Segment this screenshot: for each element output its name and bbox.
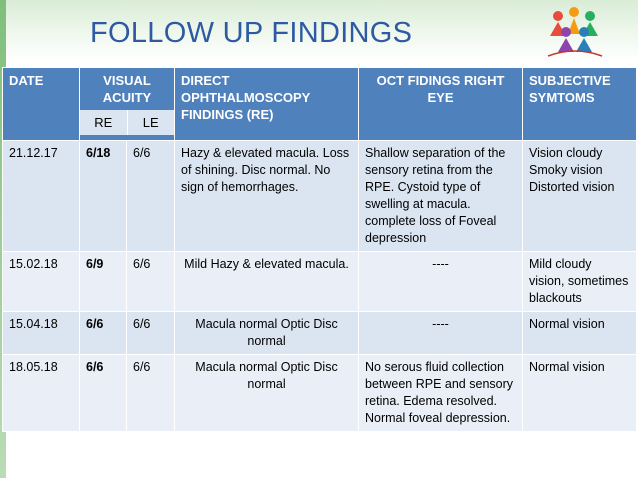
table-row [3,252,637,312]
cell-re: 6/9 [80,252,127,312]
subheader-re: RE [80,110,127,135]
header-date: DATE [3,68,80,141]
colorful-figures-logo-icon [530,2,620,62]
table-row [3,141,637,252]
cell-date: 15.04.18 [3,312,80,355]
follow-up-table [2,67,637,432]
header-subjective-symptoms: SUBJECTIVE SYMTOMS [523,68,637,141]
cell-subjective: Vision cloudy Smoky vision Distorted vision [523,141,637,252]
cell-subjective: Mild cloudy vision, sometimes blackouts [523,252,637,312]
page-title: FOLLOW UP FINDINGS [90,17,413,49]
table-row [3,312,637,355]
header-oct-findings: OCT FIDINGS RIGHT EYE [359,68,523,141]
header-visual-acuity [80,68,175,141]
table-row [3,355,637,432]
header-direct-ophthalmoscopy: DIRECT OPHTHALMOSCOPY FINDINGS (RE) [175,68,359,141]
cell-le: 6/6 [127,252,175,312]
cell-direct: Hazy & elevated macula. Loss of shining. Disc normal. No sign of hemorrhages. [175,141,359,252]
cell-subjective: Normal vision [523,355,637,432]
cell-direct: Mild Hazy & elevated macula. [175,252,359,312]
cell-date: 18.05.18 [3,355,80,432]
cell-subjective: Normal vision [523,312,637,355]
visual-acuity-subheaders [80,110,174,135]
cell-le: 6/6 [127,312,175,355]
cell-le: 6/6 [127,355,175,432]
cell-re: 6/6 [80,312,127,355]
cell-le: 6/6 [127,141,175,252]
cell-re: 6/6 [80,355,127,432]
cell-oct: ---- [359,252,523,312]
header-visual-acuity-label: VISUAL ACUITY [102,73,152,105]
cell-direct: Macula normal Optic Disc normal [175,355,359,432]
cell-oct: No serous fluid collection between RPE and sensory retina. Edema resolved. Normal foveal depression. [359,355,523,432]
cell-oct: Shallow separation of the sensory retina from the RPE. Cystoid type of swelling at macula. complete loss of Foveal depression [359,141,523,252]
cell-date: 15.02.18 [3,252,80,312]
cell-date: 21.12.17 [3,141,80,252]
subheader-le: LE [127,110,175,135]
cell-oct: ---- [359,312,523,355]
cell-re: 6/18 [80,141,127,252]
cell-direct: Macula normal Optic Disc normal [175,312,359,355]
